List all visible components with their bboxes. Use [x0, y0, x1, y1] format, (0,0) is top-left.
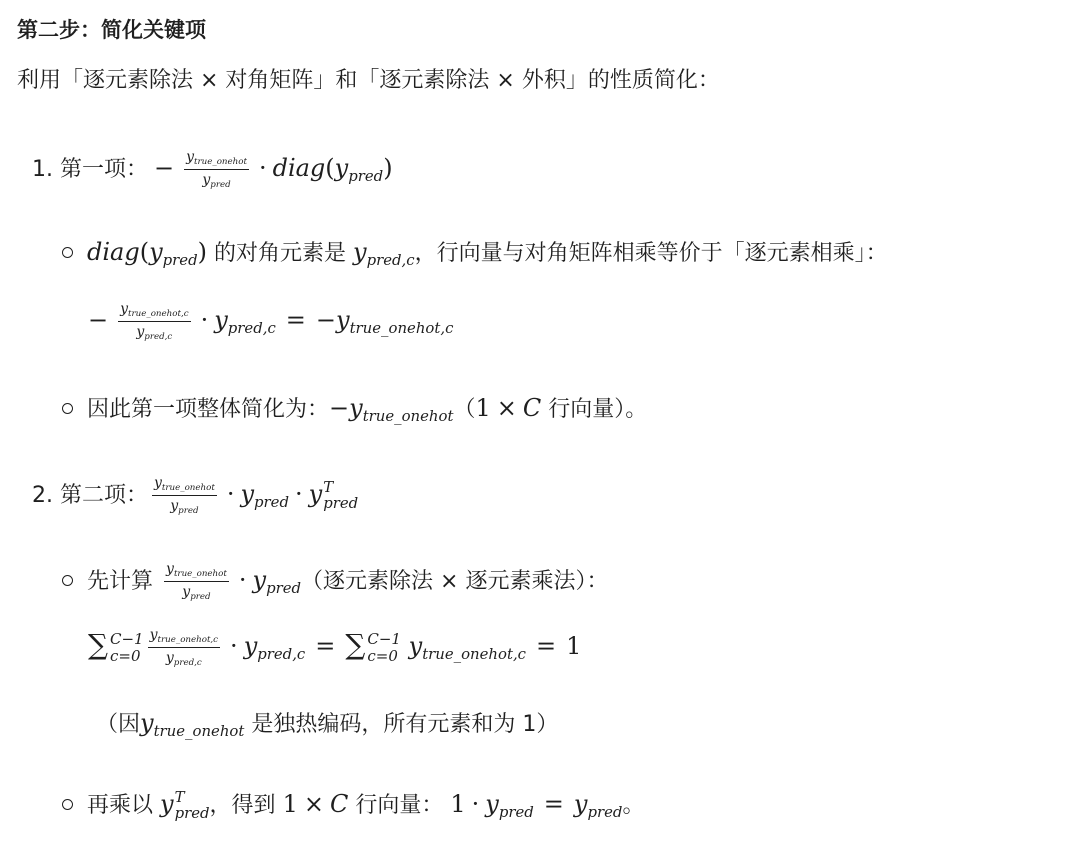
item-2-sum-equation: ∑ C−1 c=0 $\frac{y_{true\_onehot,c}}{y_{pred,c}}$ · $y_{pred,c}$ = ∑ C−1 c=0 $y_{true\_onehot,c} = 1$ [88, 627, 582, 668]
bullet-circle-icon [62, 403, 73, 414]
intro-text: 利用「逐元素除法 × 对角矩阵」和「逐元素除法 × 外积」的性质简化： [17, 68, 720, 93]
bullet-circle-icon [62, 247, 73, 258]
fraction: $\frac{y_{true\_onehot}}{y_{pred}}$ [186, 149, 247, 190]
item-2-bullet-2: 再乘以 y T pred ，得到 1 × C 行向量： $1 \cdot y_{pred} = y_{pred}$。 [62, 790, 644, 821]
bullet-circle-icon [62, 575, 73, 586]
item-2-label: 2. 第二项： [32, 483, 148, 509]
bullet-circle-icon [62, 799, 73, 810]
item-1-equation: − $\frac{y_{true\_onehot,c}}{y_{pred,c}}$ · $y_{pred,c} = -y_{true\_onehot,c}$ [88, 301, 454, 342]
formula-ypredc: $y_{pred,c}$ [353, 238, 415, 270]
section-heading: 第二步：简化关键项 [17, 18, 206, 42]
item-1-bullet-1: $diag(y_{pred})$ 的对角元素是 $y_{pred,c}$，行向量与对角矩阵相乘等价于「逐元素相乘」： [62, 240, 888, 268]
item-2-bullet-1: 先计算 $\frac{y_{true\_onehot}}{y_{pred}}$ · $y_{pred}$（逐元素除法 × 逐元素乘法）： [62, 562, 608, 601]
formula-term-1: − $\frac{y_{true\_onehot}}{y_{pred}}$ · $diag(y_{pred})$ [153, 149, 393, 190]
formula-diag: $diag(y_{pred})$ [87, 238, 207, 270]
formula-term-2: $\frac{y_{true\_onehot}}{y_{pred}}$ · $y_{pred} \cdot y$ T pred [153, 475, 359, 516]
item-1-label: 1. 第一项： [32, 157, 148, 183]
item-1-line [32, 150, 393, 189]
onehot-note: （因$y_{true\_onehot}$ 是独热编码，所有元素和为 1） [96, 709, 559, 741]
item-2-line [32, 476, 358, 515]
item-1-bullet-2: 因此第一项整体简化为：$-y_{true\_onehot}(1 \times C$ 行向量）。 [62, 396, 647, 424]
